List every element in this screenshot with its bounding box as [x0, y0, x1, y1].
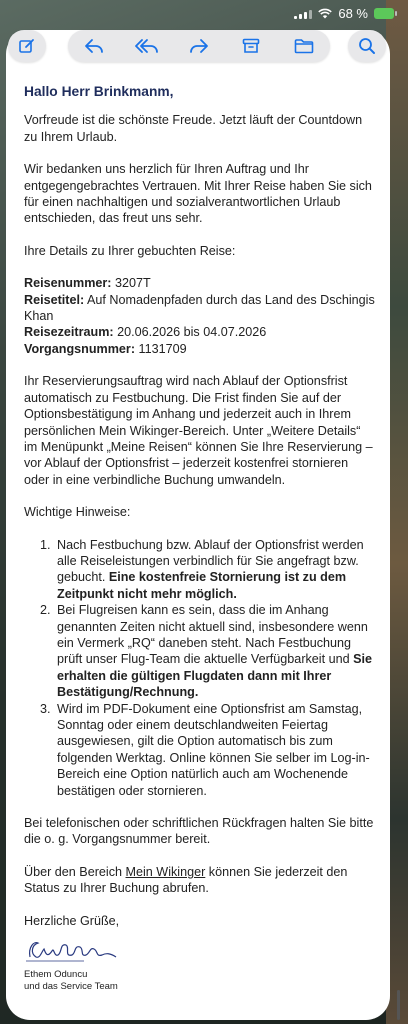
search-button[interactable] [348, 30, 386, 62]
trip-period-row [24, 324, 376, 340]
thanks-paragraph: Wir bedanken uns herzlich für Ihren Auftrag und Ihr entgegengebrachtes Vertrauen. Mit Ihrer Reise haben Sie sich für einen nachhaltigen und sozialverantwortlichen Urlaub entschieden, das freut uns sehr. [24, 162, 372, 226]
status-bar [0, 0, 408, 28]
email-body [24, 84, 376, 992]
trip-period-label: Reisezeitraum: [24, 325, 114, 340]
trip-title-value: Auf Nomadenpfaden durch das Land des Dschingis Khan [24, 292, 375, 324]
greeting: Hallo Herr Brinkmanm, [24, 84, 174, 99]
list-item [54, 602, 376, 700]
forward-button[interactable] [173, 38, 225, 54]
reply-icon [84, 38, 104, 54]
hint-text: Wird im PDF-Dokument eine Optionsfrist am Samstag, Sonntag oder einem deutschlandweiten Feiertag ausgewiesen, gilt die Option automatisch bis zum folgenden Werktag. Online können Sie selber im Log-in-Bereich eine Option natürlich auch am Wochenende bestätigen oder stornieren. [57, 701, 370, 798]
signature-block [24, 935, 376, 992]
compose-button[interactable] [8, 30, 46, 62]
mein-wikinger-link[interactable]: Mein Wikinger [125, 864, 206, 879]
reservation-paragraph: Ihr Reservierungsauftrag wird nach Ablauf der Optionsfrist automatisch zu Festbuchung. Die Frist finden Sie auf der Optionsbestätigung im Anhang und jederzeit auch in Ihrem persönlichen Mein Wikinger-Bereich. Unter „Weitere Details“ im Menüpunkt „Meine Reisen“ können Sie Ihre Reservierung – vor Ablauf der Optionsfrist – jederzeit kostenfrei stornieren oder in eine verbindliche Buchung umwandeln. [24, 374, 373, 487]
reply-all-button[interactable] [120, 38, 172, 54]
message-actions-group [68, 30, 330, 62]
process-number-row [24, 341, 376, 357]
folder-icon [294, 38, 314, 54]
archive-button[interactable] [225, 37, 277, 55]
process-number-label: Vorgangsnummer: [24, 341, 136, 356]
trip-number-label: Reisenummer: [24, 276, 112, 291]
hint-emphasis: Eine kostenfreie Stornierung ist zu dem Zeitpunkt nicht mehr möglich. [57, 570, 347, 601]
archive-icon [242, 37, 260, 55]
handwritten-signature [24, 935, 120, 965]
forward-icon [189, 38, 209, 54]
process-number-value: 1131709 [135, 341, 187, 356]
status-paragraph [24, 864, 376, 897]
battery-charging-icon [374, 8, 394, 19]
compose-icon [18, 37, 36, 55]
hints-title: Wichtige Hinweise: [24, 505, 131, 520]
signer-name: Ethem Oduncu [24, 969, 88, 981]
search-icon [358, 37, 376, 55]
hints-list [24, 537, 376, 800]
hint-text: Bei Flugreisen kann es sein, dass die im Anhang genannten Zeiten nicht aktuell sind, insbesondere wenn ein Vermerk „RQ“ daneben steht. Nach Festbuchung prüft unser Flug-Team die aktuelle Verfügbarkeit und [57, 603, 368, 667]
trip-number-value: 3207T [111, 276, 151, 291]
hint-text: Nach Festbuchung bzw. Ablauf der Optionsfrist werden alle Reiseleistungen verbindlich für Sie angefragt bzw. gebucht. [57, 537, 364, 585]
details-intro: Ihre Details zu Ihrer gebuchten Reise: [24, 243, 236, 258]
list-item [54, 701, 376, 799]
battery-percentage: 68 % [338, 6, 368, 21]
status-text-after: können Sie jederzeit den Status zu Ihrer Buchung abrufen. [24, 864, 348, 896]
wifi-icon [318, 8, 332, 19]
closing: Herzliche Grüße, [24, 913, 120, 928]
move-to-folder-button[interactable] [278, 38, 330, 54]
intro-paragraph: Vorfreude ist die schönste Freude. Jetzt läuft der Countdown zu Ihrem Urlaub. [24, 113, 363, 144]
scroll-indicator[interactable] [397, 990, 400, 1020]
mail-toolbar [6, 30, 390, 64]
trip-title-row [24, 292, 376, 325]
hint-emphasis: Sie erhalten die gültigen Flugdaten dann mit Ihrer Bestätigung/Rechnung. [57, 652, 373, 700]
trip-title-label: Reisetitel: [24, 292, 85, 307]
reply-button[interactable] [68, 38, 120, 54]
signer-team: und das Service Team [24, 980, 118, 992]
status-text-before: Über den Bereich [24, 864, 126, 879]
contact-paragraph: Bei telefonischen oder schriftlichen Rückfragen halten Sie bitte die o. g. Vorgangsnummer bereit. [24, 816, 374, 847]
list-item [54, 537, 376, 603]
booking-details [24, 275, 376, 357]
reply-all-icon [135, 38, 159, 54]
trip-number-row [24, 275, 376, 291]
signal-icon [294, 9, 312, 19]
trip-period-value: 20.06.2026 bis 04.07.2026 [113, 325, 267, 340]
